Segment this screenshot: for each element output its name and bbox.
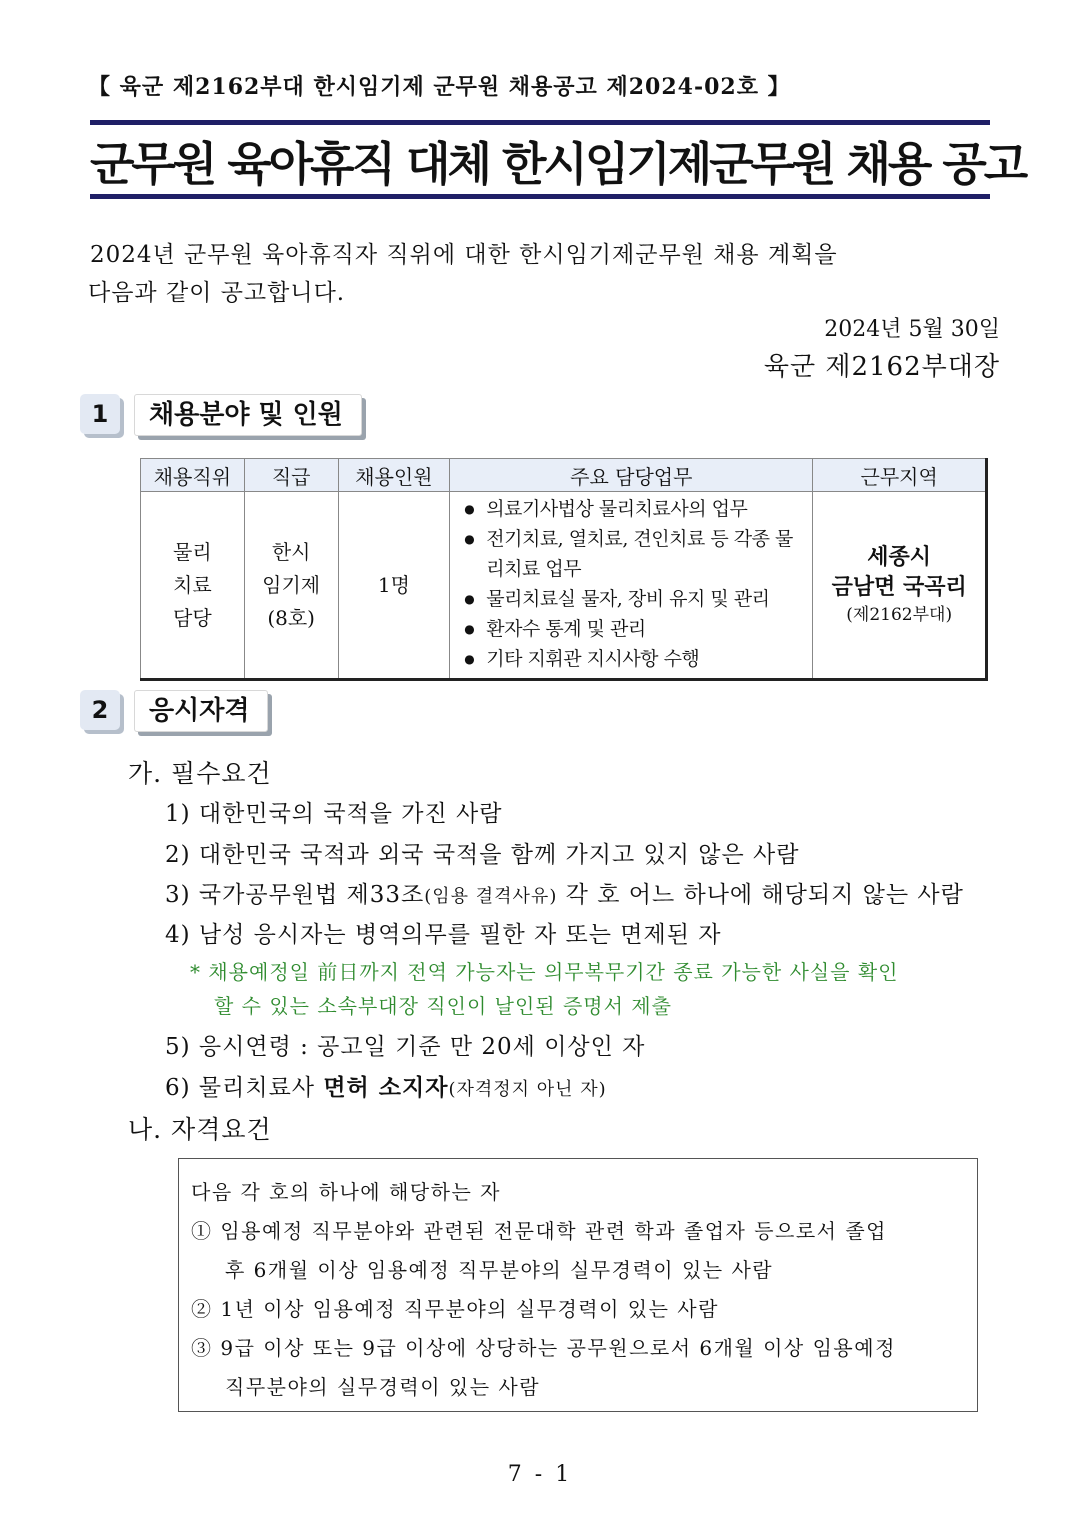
- header-grade: 직급: [244, 459, 338, 492]
- grade-line: 임기제: [262, 572, 321, 597]
- qualification-3-line-1: ③ 9급 이상 또는 9급 이상에 상당하는 공무원으로서 6개월 이상 임용예정: [191, 1336, 896, 1360]
- requirement-6-a: 6) 물리치료사: [165, 1075, 324, 1101]
- intro-paragraph: [88, 236, 1008, 312]
- requirement-5: 5) 응시연령 : 공고일 기준 만 20세 이상인 자: [165, 1034, 646, 1060]
- qualification-intro: 다음 각 호의 하나에 해당하는 자: [191, 1180, 501, 1204]
- requirement-6-note: (자격정지 아닌 자): [448, 1079, 607, 1100]
- list-item: ● 환자수 통계 및 관리: [464, 614, 808, 644]
- page-number: 7 - 1: [507, 1462, 573, 1487]
- section-1-title: 채용분야 및 인원: [134, 394, 362, 436]
- qualification-1-line-1: ① 임용예정 직무분야와 관련된 전문대학 관련 학과 졸업자 등으로서 졸업: [191, 1219, 887, 1243]
- qualification-2: ② 1년 이상 임용예정 직무분야의 실무경력이 있는 사람: [191, 1297, 719, 1321]
- requirement-3-law: 3) 국가공무원법 제33조: [165, 882, 425, 908]
- notice-number: 【 육군 제2162부대 한시임기제 군무원 채용공고 제2024-02호 】: [88, 74, 791, 100]
- requirement-6-license: 면허 소지자: [323, 1074, 449, 1101]
- list-item: ● 의료기사법상 물리치료사의 업무: [464, 494, 808, 524]
- cell-duties: [450, 492, 813, 680]
- title-top-rule: [90, 120, 990, 125]
- requirement-6: [165, 1069, 607, 1102]
- header-position: 채용직위: [141, 459, 245, 492]
- location-line: 금남면 국곡리: [831, 574, 967, 600]
- list-item: ● 물리치료실 물자, 장비 유지 및 관리: [464, 584, 808, 614]
- requirement-1: 1) 대한민국의 국적을 가진 사람: [165, 801, 503, 827]
- list-item: ● 기타 지휘관 지시사항 수행: [464, 644, 808, 674]
- header-location: 근무지역: [813, 459, 987, 492]
- table-header-row: [141, 459, 987, 492]
- required-heading: 가. 필수요건: [128, 759, 272, 788]
- intro-line-1: 2024년 군무원 육아휴직자 직위에 대한 한시임기제군무원 채용 계획을: [90, 242, 838, 268]
- requirement-2: 2) 대한민국 국적과 외국 국적을 함께 가지고 있지 않은 사람: [165, 842, 800, 868]
- issuer: 육군 제2162부대장: [763, 352, 1000, 382]
- location-unit: (제2162부대): [846, 605, 953, 625]
- title-bottom-rule: [90, 194, 990, 199]
- table-row: [141, 492, 987, 680]
- position-line: 치료: [173, 572, 212, 597]
- section-1-number: 1: [80, 394, 120, 434]
- section-2-number: 2: [80, 690, 120, 730]
- military-note-line-1: * 채용예정일 前日까지 전역 가능자는 의무복무기간 종료 가능한 사실을 확인: [190, 960, 899, 984]
- header-count: 채용인원: [338, 459, 450, 492]
- military-note: [190, 955, 899, 1023]
- position-line: 담당: [173, 605, 212, 630]
- requirement-3-rest: 각 호 어느 하나에 해당되지 않는 사람: [557, 882, 964, 908]
- notice-date: 2024년 5월 30일: [824, 317, 1000, 342]
- qualification-heading: 나. 자격요건: [128, 1115, 272, 1144]
- requirement-4: 4) 남성 응시자는 병역의무를 필한 자 또는 면제된 자: [165, 922, 722, 948]
- section-2-title: 응시자격: [134, 690, 268, 732]
- qualification-box: [178, 1158, 978, 1412]
- location-line: 세종시: [867, 544, 932, 570]
- grade-line: 한시: [271, 539, 311, 564]
- page-title: 군무원 육아휴직 대체 한시임기제군무원 채용 공고: [90, 137, 1026, 191]
- military-note-line-2: 할 수 있는 소속부대장 직인이 날인된 증명서 제출: [214, 994, 672, 1018]
- intro-line-2: 다음과 같이 공고합니다.: [88, 280, 346, 306]
- header-duties: 주요 담당업무: [450, 459, 813, 492]
- requirement-3: [165, 876, 964, 909]
- cell-grade: [244, 492, 338, 680]
- cell-position: [141, 492, 245, 680]
- list-item: ● 전기치료, 열치료, 견인치료 등 각종 물리치료 업무: [464, 524, 808, 584]
- cell-count: 1명: [338, 492, 450, 680]
- qualification-1-line-2: 후 6개월 이상 임용예정 직무분야의 실무경력이 있는 사람: [225, 1258, 774, 1282]
- qualification-3-line-2: 직무분야의 실무경력이 있는 사람: [225, 1375, 541, 1399]
- cell-location: [813, 492, 987, 680]
- recruitment-table: [140, 458, 988, 681]
- requirement-3-note: (임용 결격사유): [424, 886, 558, 907]
- grade-line: (8호): [267, 605, 315, 630]
- duties-list: [464, 494, 808, 674]
- position-line: 물리: [173, 539, 212, 564]
